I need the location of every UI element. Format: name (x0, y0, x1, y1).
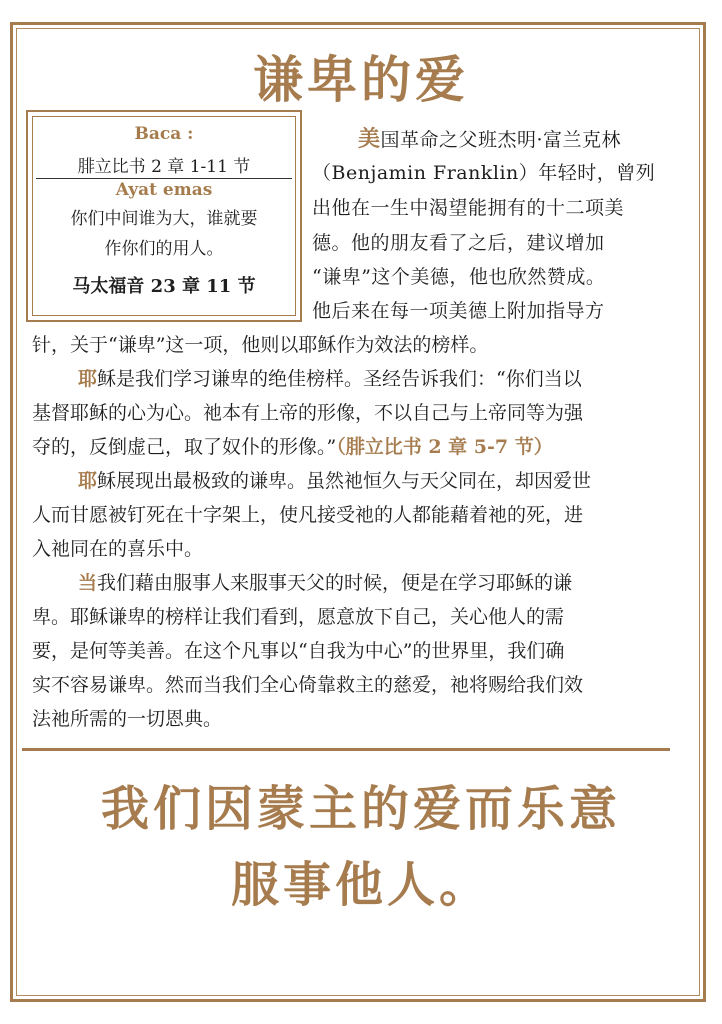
section-divider (22, 748, 670, 751)
key-verse-line-1: 你们中间谁为大，谁就要 (70, 209, 258, 229)
p4-line-4: 实不容易谦卑。然而当我们全心倚靠救主的慈爱，祂将赐给我们效 (32, 674, 584, 696)
p1-line-5: “谦卑”这个美德，他也欣然赞成。 (312, 266, 606, 288)
p1-line-1 (358, 122, 621, 153)
p2-lead-char: 耶 (78, 368, 98, 390)
p1-line-7: 针，关于“谦卑”这一项，他则以耶稣作为效法的榜样。 (32, 334, 489, 356)
p4-line-2: 卑。耶稣谦卑的榜样让我们看到，愿意放下自己，关心他人的需 (32, 606, 565, 628)
p2-scripture-ref: （腓立比书 2 章 5-7 节） (336, 436, 553, 458)
closing-line-2: 服事他人。 (230, 857, 491, 913)
p4-line-3: 要，是何等美善。在这个凡事以“自我为中心”的世界里，我们确 (32, 640, 565, 662)
p2-line-1 (78, 364, 686, 391)
closing-line-1: 我们因蒙主的爱而乐意 (100, 781, 621, 837)
p2-line-1-text: 稣是我们学习谦卑的绝佳榜样。圣经告诉我们：“你们当以 (97, 368, 582, 390)
p3-line-1 (78, 466, 686, 493)
p1-line-3: 出他在一生中渴望能拥有的十二项美 (312, 197, 625, 219)
p3-line-3: 入祂同在的喜乐中。 (32, 538, 204, 560)
p1-dropcap: 美 (358, 126, 381, 152)
p4-line-1 (78, 568, 686, 595)
key-verse-line-2: 作你们的用人。 (104, 239, 224, 259)
p4-line-1-text: 我们藉由服事人来服事天父的时候，便是在学习耶稣的谦 (97, 572, 573, 594)
key-verse (38, 204, 290, 264)
p4-line-5: 法祂所需的一切恩典。 (32, 708, 223, 730)
p1-line-2: （Benjamin Franklin）年轻时，曾列 (312, 162, 656, 184)
p2-line-2: 基督耶稣的心为心。祂本有上帝的形像，不以自己与上帝同等为强 (32, 402, 584, 424)
reading-reference: 腓立比书 2 章 1-11 节 (77, 157, 251, 177)
box-divider (36, 178, 292, 179)
p3-lead-char: 耶 (78, 470, 98, 492)
page-title: 谦卑的爱 (253, 50, 469, 109)
p2-line-3-text: 夺的，反倒虚己，取了奴仆的形像。” (32, 436, 337, 458)
baca-label: Baca : (134, 124, 194, 144)
p1-line-4: 德。他的朋友看了之后，建议增加 (312, 232, 605, 254)
p1-line-6: 他后来在每一项美德上附加指导方 (312, 300, 605, 322)
p3-line-1-text: 稣展现出最极致的谦卑。虽然祂恒久与天父同在，却因爱世 (97, 470, 592, 492)
key-verse-reference: 马太福音 23 章 11 节 (72, 276, 256, 297)
p3-line-2: 人而甘愿被钉死在十字架上，使凡接受祂的人都能藉着祂的死，进 (32, 504, 584, 526)
p4-lead-char: 当 (78, 572, 98, 594)
scripture-box (26, 110, 302, 322)
ayat-emas-label: Ayat emas (115, 180, 213, 200)
p1-line-1-text: 国革命之父班杰明·富兰克林 (380, 129, 622, 151)
p2-line-3 (32, 432, 686, 459)
